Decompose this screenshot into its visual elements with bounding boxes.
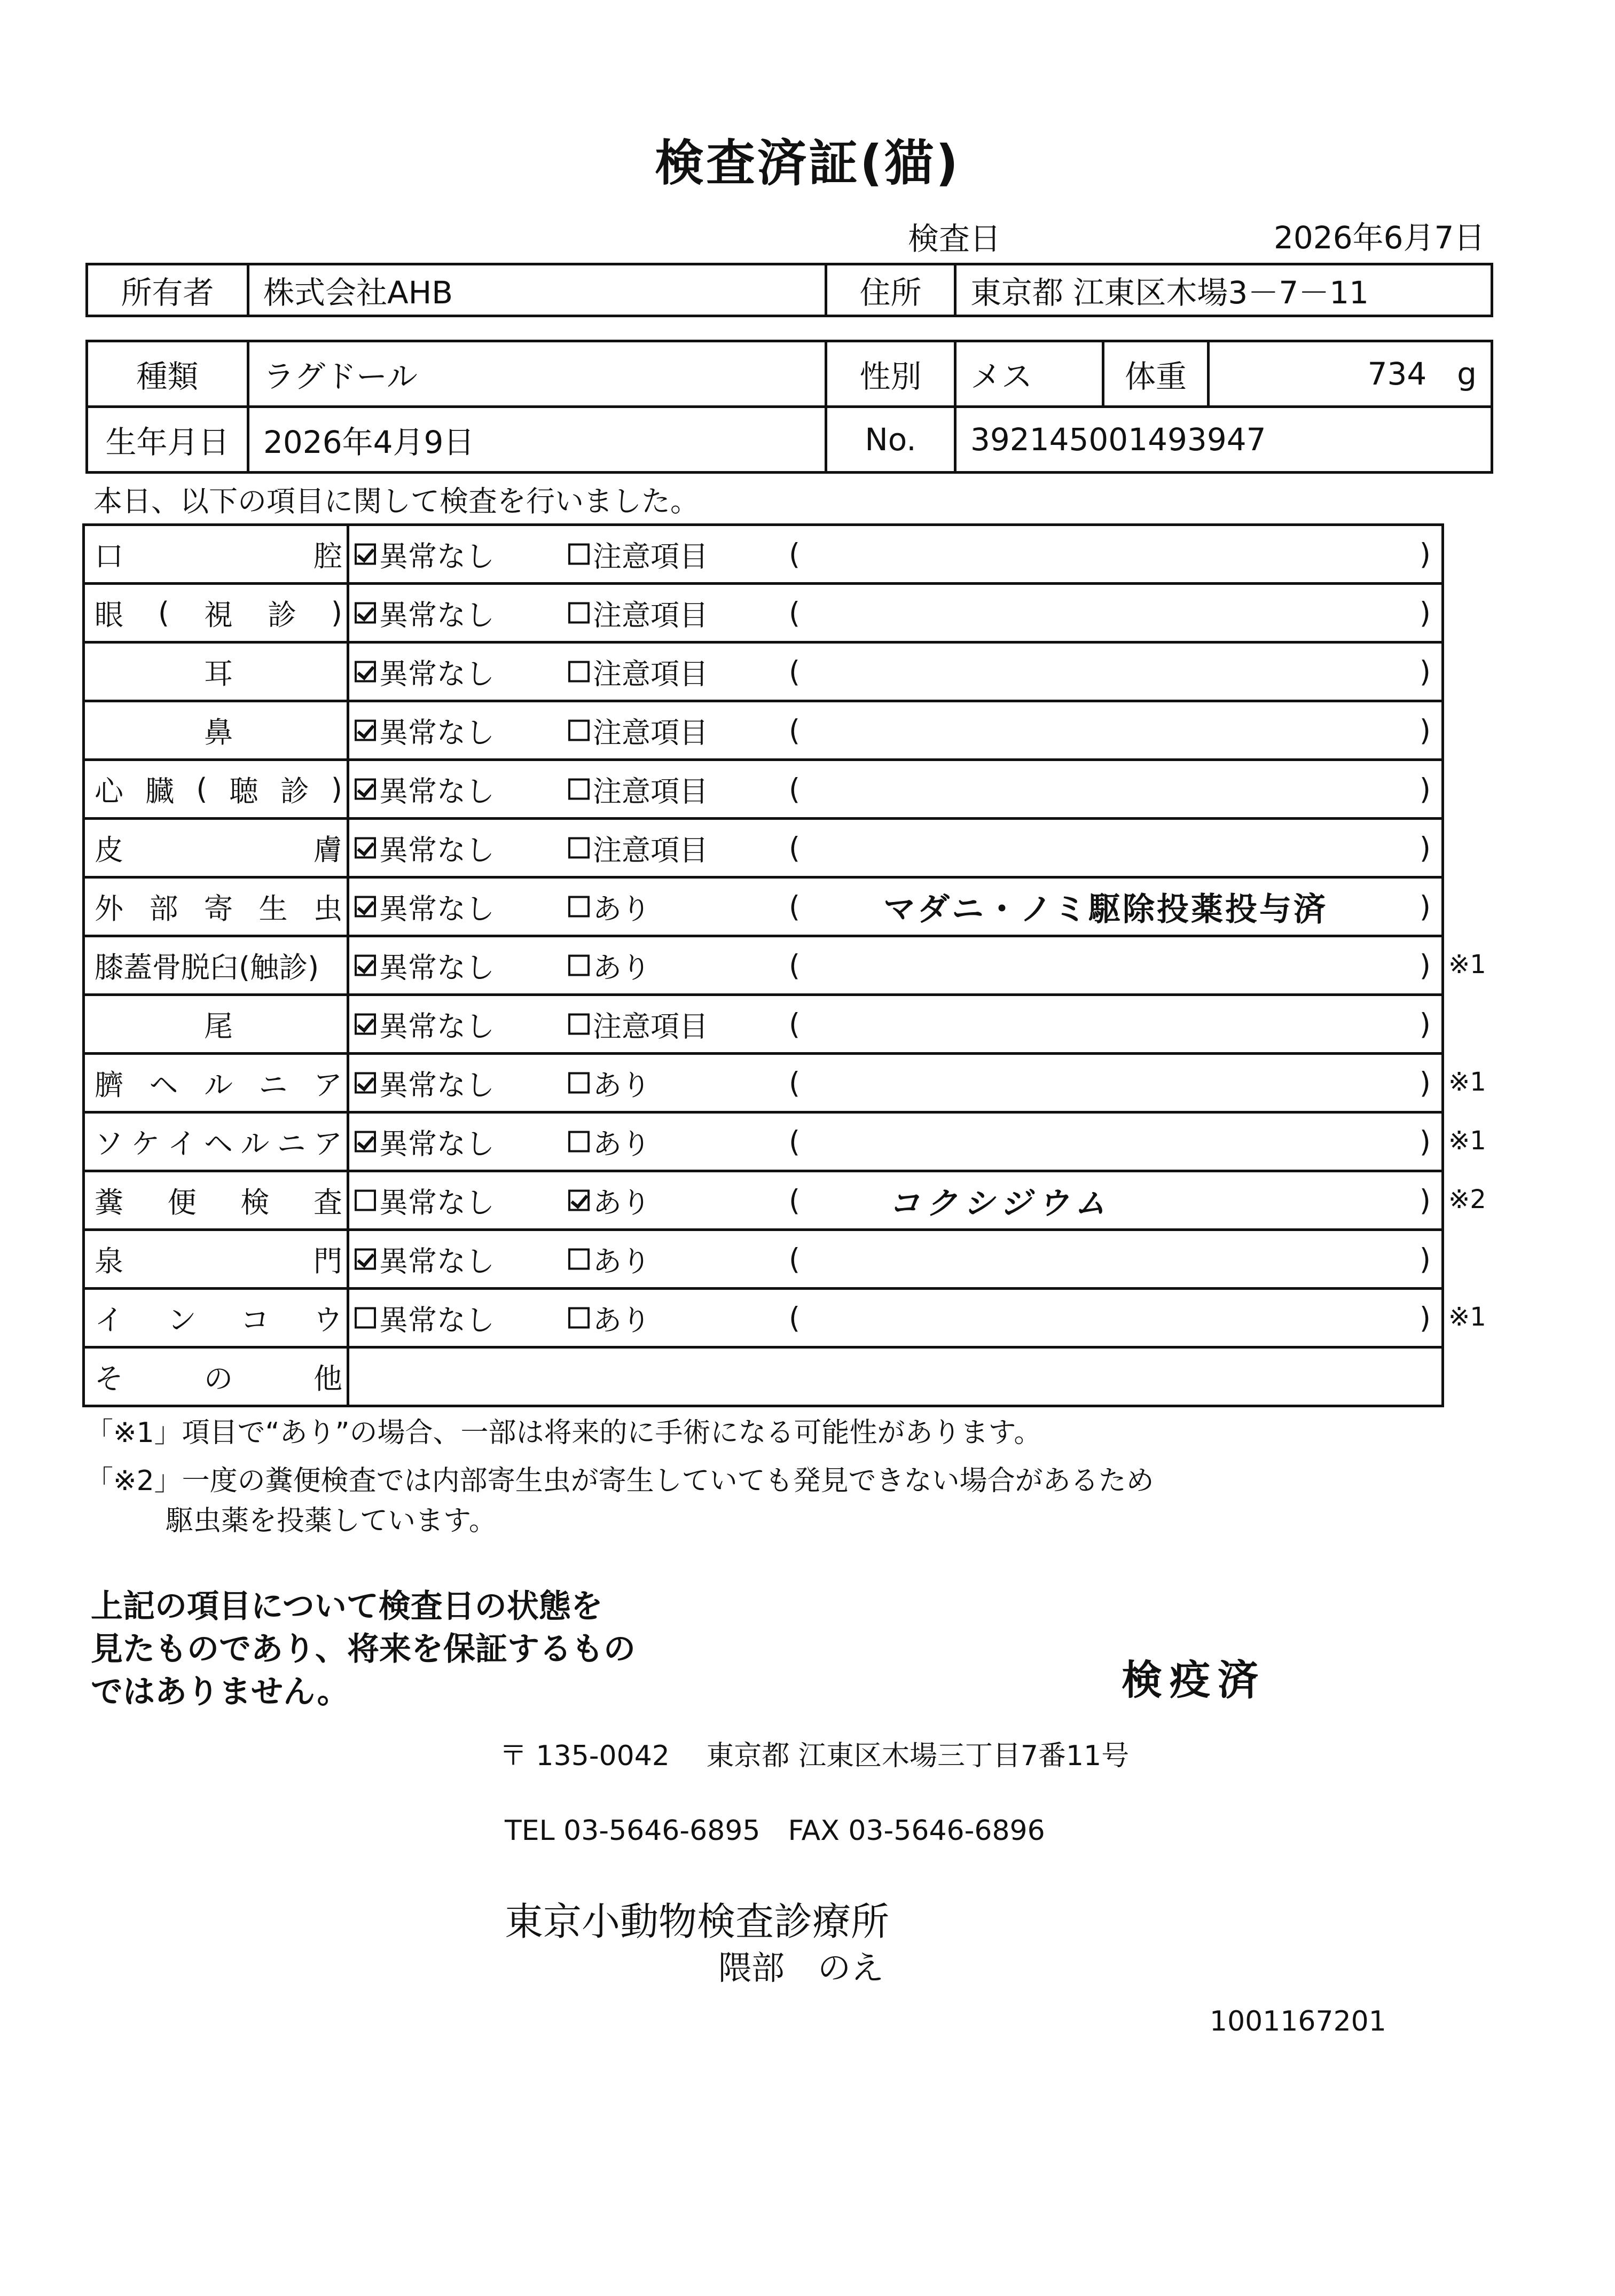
- label-char: そ: [95, 1362, 123, 1396]
- empty-checkbox-icon[interactable]: [568, 661, 590, 683]
- empty-checkbox-icon[interactable]: [568, 720, 590, 741]
- exam-item-label: [84, 642, 348, 701]
- note-open-paren: (: [789, 1301, 801, 1335]
- birth-value: 2026年4月9日: [248, 407, 826, 473]
- label-char: 皮: [95, 833, 123, 867]
- option-normal-checkbox[interactable]: [355, 1297, 495, 1338]
- label-char: 聴: [229, 774, 258, 808]
- exam-item-row: [84, 936, 1443, 995]
- sex-value: メス: [955, 341, 1103, 407]
- other-value[interactable]: [348, 1347, 1443, 1406]
- address-value: 東京都 江東区木場3－7－11: [955, 264, 1492, 316]
- exam-item-row: [84, 642, 1443, 701]
- label-char: 便: [167, 1186, 197, 1219]
- sex-label: 性別: [826, 341, 955, 407]
- exam-item-label: [84, 877, 348, 936]
- checked-checkbox-icon[interactable]: [355, 779, 376, 800]
- note-open-paren: (: [789, 890, 801, 923]
- option-normal-checkbox[interactable]: [355, 886, 495, 927]
- note-open-paren: (: [789, 1007, 801, 1041]
- exam-item-row: [84, 819, 1443, 877]
- label-char: ヘ: [149, 1068, 178, 1102]
- exam-date: 2026年6月7日: [1274, 220, 1485, 256]
- label-char: 生: [258, 892, 288, 926]
- exam-item-row: [84, 995, 1443, 1054]
- note-close-paren: ): [1419, 537, 1431, 571]
- label-char: 心: [95, 774, 123, 808]
- label-char: ): [331, 596, 342, 630]
- label-char: (: [158, 596, 170, 630]
- empty-checkbox-icon[interactable]: [568, 1307, 590, 1329]
- note-open-paren: (: [789, 1066, 801, 1100]
- label-char: 耳: [204, 657, 233, 691]
- option-normal-label: 異常なし: [379, 833, 495, 867]
- label-char: ニ: [277, 1127, 306, 1161]
- exam-item-label: [84, 525, 348, 584]
- note-close-paren: ): [1419, 831, 1431, 865]
- exam-item-row-other: [84, 1347, 1443, 1406]
- remark-mark: ※1: [1448, 1302, 1486, 1332]
- label-char: 診: [267, 598, 296, 632]
- checked-checkbox-icon[interactable]: [355, 837, 376, 859]
- exam-item-row: [84, 701, 1443, 760]
- label-char: の: [204, 1362, 233, 1396]
- exam-items-table: [82, 523, 1444, 1407]
- exam-item-label: [84, 936, 348, 995]
- checked-checkbox-icon[interactable]: [568, 1190, 590, 1211]
- birth-label: 生年月日: [87, 407, 248, 473]
- option-attention-label: あり: [593, 892, 650, 926]
- address-label: 住所: [826, 264, 955, 316]
- owner-table: [85, 263, 1493, 317]
- option-attention-checkbox[interactable]: [568, 886, 650, 927]
- exam-item-label: [84, 1054, 348, 1112]
- exam-item-row: [84, 1171, 1443, 1230]
- option-attention-checkbox[interactable]: [568, 534, 708, 575]
- empty-checkbox-icon[interactable]: [568, 1131, 590, 1153]
- label-char: イ: [167, 1127, 197, 1161]
- exam-item-row: [84, 1230, 1443, 1289]
- exam-item-row: [84, 525, 1443, 584]
- note-open-paren: (: [789, 1125, 801, 1158]
- label-char: ア: [313, 1068, 342, 1102]
- exam-item-row: [84, 584, 1443, 642]
- option-attention-checkbox[interactable]: [568, 1239, 650, 1280]
- option-normal-label: 異常なし: [379, 951, 495, 984]
- option-attention-label: あり: [593, 1186, 650, 1219]
- option-normal-label: 異常なし: [379, 1244, 495, 1278]
- checked-checkbox-icon[interactable]: [355, 1072, 376, 1094]
- option-normal-checkbox[interactable]: [355, 1004, 495, 1045]
- weight-label: 体重: [1103, 341, 1209, 407]
- label-char: 検: [240, 1186, 270, 1219]
- option-attention-label: 注意項目: [593, 716, 708, 749]
- label-char: 寄: [204, 892, 233, 926]
- empty-checkbox-icon[interactable]: [568, 1014, 590, 1035]
- footnote-2: 「※2」一度の糞便検査では内部寄生虫が寄生していても発見できない場合があるため: [85, 1465, 1154, 1497]
- label-char: 腔: [313, 539, 342, 573]
- exam-item-label: [84, 701, 348, 760]
- option-attention-checkbox[interactable]: [568, 769, 708, 810]
- label-char: イ: [95, 1303, 123, 1337]
- note-open-paren: (: [789, 714, 801, 747]
- exam-item-result: [348, 936, 1443, 995]
- label-char: 尾: [204, 1009, 233, 1043]
- remark-mark: ※1: [1448, 1067, 1486, 1097]
- option-attention-label: あり: [593, 1068, 650, 1102]
- note-close-paren: ): [1419, 596, 1431, 630]
- option-normal-checkbox[interactable]: [355, 710, 495, 751]
- note-close-paren: ): [1419, 890, 1431, 923]
- option-normal-checkbox[interactable]: [355, 1180, 495, 1221]
- label-char: 査: [313, 1186, 342, 1219]
- label-char: 口: [95, 539, 123, 573]
- exam-item-row: [84, 1112, 1443, 1171]
- exam-item-label: [84, 819, 348, 877]
- note-text[interactable]: マダニ・ノミ駆除投薬投与済: [883, 890, 1328, 928]
- note-close-paren: ): [1419, 714, 1431, 747]
- label-char: (: [196, 772, 208, 806]
- doctor-name: 隈部 のえ: [718, 1948, 884, 1987]
- remark-mark: ※1: [1448, 950, 1486, 979]
- exam-date-label: 検査日: [908, 221, 1001, 257]
- exam-item-result: [348, 1171, 1443, 1230]
- checked-checkbox-icon[interactable]: [355, 1249, 376, 1270]
- label-char: 臓: [145, 774, 175, 808]
- empty-checkbox-icon[interactable]: [355, 1190, 376, 1211]
- label-char: ソ: [95, 1127, 123, 1161]
- remark-mark: ※1: [1448, 1126, 1486, 1156]
- exam-item-label: [84, 1230, 348, 1289]
- option-attention-label: 注意項目: [593, 833, 708, 867]
- empty-checkbox-icon[interactable]: [355, 1307, 376, 1329]
- label-char: ル: [204, 1068, 233, 1102]
- checked-checkbox-icon[interactable]: [355, 1014, 376, 1035]
- label-char: 門: [313, 1244, 342, 1278]
- option-normal-checkbox[interactable]: [355, 592, 495, 633]
- note-close-paren: ): [1419, 1066, 1431, 1100]
- checked-checkbox-icon[interactable]: [355, 896, 376, 918]
- option-attention-label: あり: [593, 951, 650, 984]
- empty-checkbox-icon[interactable]: [568, 544, 590, 565]
- option-attention-label: 注意項目: [593, 1009, 708, 1043]
- label-char: 泉: [95, 1244, 123, 1278]
- label-char: ): [331, 772, 342, 806]
- option-normal-checkbox[interactable]: [355, 1239, 495, 1280]
- label-char: 視: [203, 598, 233, 632]
- note-close-paren: ): [1419, 949, 1431, 982]
- exam-item-row: [84, 760, 1443, 819]
- empty-checkbox-icon[interactable]: [568, 1072, 590, 1094]
- option-normal-label: 異常なし: [379, 716, 495, 749]
- option-normal-label: 異常なし: [379, 598, 495, 632]
- option-attention-checkbox[interactable]: [568, 1062, 650, 1103]
- option-attention-label: あり: [593, 1244, 650, 1278]
- option-normal-checkbox[interactable]: [355, 769, 495, 810]
- note-close-paren: ): [1419, 1184, 1431, 1217]
- option-attention-label: 注意項目: [593, 774, 708, 808]
- disclaimer-line-1: 上記の項目について検査日の状態を: [91, 1588, 603, 1625]
- note-open-paren: (: [789, 537, 801, 571]
- exam-item-result: [348, 701, 1443, 760]
- option-normal-checkbox[interactable]: [355, 827, 495, 868]
- label-char: 部: [149, 892, 178, 926]
- exam-item-row: [84, 1289, 1443, 1347]
- exam-item-result: [348, 877, 1443, 936]
- label-char: コ: [240, 1303, 270, 1337]
- exam-item-result: [348, 1054, 1443, 1112]
- checked-checkbox-icon[interactable]: [355, 544, 376, 565]
- option-normal-label: 異常なし: [379, 1186, 495, 1219]
- note-open-paren: (: [789, 831, 801, 865]
- label-char: 他: [313, 1362, 342, 1396]
- label-char: ニ: [258, 1068, 288, 1102]
- label-char: ヘ: [203, 1127, 233, 1161]
- weight-unit: g: [1457, 356, 1477, 392]
- other-label: [84, 1347, 348, 1406]
- document-title: 検査済証(猫): [654, 135, 961, 192]
- label-char: 眼: [95, 598, 123, 632]
- option-attention-label: あり: [593, 1127, 650, 1161]
- footnote-2-cont: 駆虫薬を投薬しています。: [166, 1505, 497, 1537]
- note-open-paren: (: [789, 596, 801, 630]
- option-normal-label: 異常なし: [379, 774, 495, 808]
- option-normal-label: 異常なし: [379, 1127, 495, 1161]
- clinic-address: 〒 135-0042 東京都 江東区木場三丁目7番11号: [499, 1740, 1130, 1772]
- option-normal-checkbox[interactable]: [355, 651, 495, 692]
- exam-item-result: [348, 1230, 1443, 1289]
- option-normal-checkbox[interactable]: [355, 945, 495, 986]
- note-open-paren: (: [789, 655, 801, 688]
- breed-label: 種類: [87, 341, 248, 407]
- weight-value: 734: [1367, 356, 1427, 392]
- exam-item-label: [84, 1171, 348, 1230]
- note-open-paren: (: [789, 1184, 801, 1217]
- checked-checkbox-icon[interactable]: [355, 1131, 376, 1153]
- breed-value: ラグドール: [248, 341, 826, 407]
- option-attention-label: 注意項目: [593, 598, 708, 632]
- note-open-paren: (: [789, 949, 801, 982]
- exam-item-result: [348, 1289, 1443, 1347]
- option-attention-checkbox[interactable]: [568, 592, 708, 633]
- exam-item-label: [84, 760, 348, 819]
- label-char: 外: [95, 892, 123, 926]
- exam-item-label: [84, 1289, 348, 1347]
- exam-item-label: [84, 995, 348, 1054]
- note-text[interactable]: コクシジウム: [889, 1185, 1112, 1221]
- label-char: ン: [167, 1303, 197, 1337]
- note-close-paren: ): [1419, 655, 1431, 688]
- note-close-paren: ): [1419, 1007, 1431, 1041]
- note-close-paren: ): [1419, 1301, 1431, 1335]
- clinic-tel-fax: TEL 03-5646-6895 FAX 03-5646-6896: [505, 1815, 1045, 1847]
- exam-item-row: [84, 1054, 1443, 1112]
- option-attention-label: 注意項目: [593, 539, 708, 573]
- option-attention-checkbox[interactable]: [568, 1004, 708, 1045]
- option-attention-checkbox[interactable]: [568, 827, 708, 868]
- label-char: 糞: [95, 1186, 123, 1219]
- label-char: 診: [280, 774, 309, 808]
- checked-checkbox-icon[interactable]: [355, 720, 376, 741]
- exam-item-result: [348, 642, 1443, 701]
- option-normal-label: 異常なし: [379, 1068, 495, 1102]
- clinic-name: 東京小動物検査診療所: [505, 1899, 890, 1944]
- option-attention-checkbox[interactable]: [568, 1180, 650, 1221]
- option-normal-checkbox[interactable]: [355, 1121, 495, 1162]
- option-normal-checkbox[interactable]: [355, 534, 495, 575]
- exam-item-result: [348, 1112, 1443, 1171]
- option-normal-label: 異常なし: [379, 657, 495, 691]
- option-attention-checkbox[interactable]: [568, 651, 708, 692]
- empty-checkbox-icon[interactable]: [568, 837, 590, 859]
- label-char: 鼻: [204, 716, 233, 749]
- note-open-paren: (: [789, 772, 801, 806]
- label-char: 膝蓋骨脱臼(触診): [95, 951, 319, 984]
- option-normal-label: 異常なし: [379, 1303, 495, 1337]
- intro-text: 本日、以下の項目に関して検査を行いました。: [93, 484, 699, 518]
- number-value: 392145001493947: [955, 407, 1492, 473]
- exam-item-label: [84, 1112, 348, 1171]
- label-char: 臍: [95, 1068, 123, 1102]
- number-label: No.: [826, 407, 955, 473]
- owner-label: 所有者: [87, 264, 248, 316]
- animal-table: [85, 340, 1493, 474]
- label-char: ア: [313, 1127, 342, 1161]
- label-char: ル: [240, 1127, 270, 1161]
- note-close-paren: ): [1419, 1242, 1431, 1276]
- option-attention-checkbox[interactable]: [568, 1121, 650, 1162]
- empty-checkbox-icon[interactable]: [568, 955, 590, 976]
- disclaimer-line-2: 見たものであり、将来を保証するもの: [91, 1631, 636, 1668]
- option-attention-label: 注意項目: [593, 657, 708, 691]
- option-normal-checkbox[interactable]: [355, 1062, 495, 1103]
- label-char: 膚: [313, 833, 342, 867]
- label-char: ケ: [131, 1127, 160, 1161]
- footnote-1: 「※1」項目で“あり”の場合、一部は将来的に手術になる可能性があります。: [85, 1417, 1042, 1449]
- option-normal-label: 異常なし: [379, 539, 495, 573]
- label-char: 虫: [313, 892, 342, 926]
- empty-checkbox-icon[interactable]: [568, 602, 590, 624]
- label-char: ウ: [313, 1303, 342, 1337]
- inspected-stamp-text: 検疫済: [1122, 1656, 1266, 1704]
- serial-number: 1001167201: [1210, 2005, 1386, 2038]
- option-attention-checkbox[interactable]: [568, 945, 650, 986]
- note-close-paren: ): [1419, 1125, 1431, 1158]
- owner-value: 株式会社AHB: [248, 264, 826, 316]
- checked-checkbox-icon[interactable]: [355, 602, 376, 624]
- remark-mark: ※2: [1448, 1185, 1486, 1214]
- checked-checkbox-icon[interactable]: [355, 955, 376, 976]
- option-attention-checkbox[interactable]: [568, 710, 708, 751]
- note-open-paren: (: [789, 1242, 801, 1276]
- empty-checkbox-icon[interactable]: [568, 896, 590, 918]
- exam-item-label: [84, 584, 348, 642]
- exam-item-result: [348, 525, 1443, 584]
- option-normal-label: 異常なし: [379, 1009, 495, 1043]
- empty-checkbox-icon[interactable]: [568, 1249, 590, 1270]
- option-attention-checkbox[interactable]: [568, 1297, 650, 1338]
- checked-checkbox-icon[interactable]: [355, 661, 376, 683]
- exam-item-result: [348, 584, 1443, 642]
- note-close-paren: ): [1419, 772, 1431, 806]
- disclaimer-line-3: ではありません。: [91, 1673, 349, 1711]
- option-attention-label: あり: [593, 1303, 650, 1337]
- empty-checkbox-icon[interactable]: [568, 779, 590, 800]
- exam-item-row: [84, 877, 1443, 936]
- exam-item-result: [348, 819, 1443, 877]
- exam-item-result: [348, 995, 1443, 1054]
- option-normal-label: 異常なし: [379, 892, 495, 926]
- exam-item-result: [348, 760, 1443, 819]
